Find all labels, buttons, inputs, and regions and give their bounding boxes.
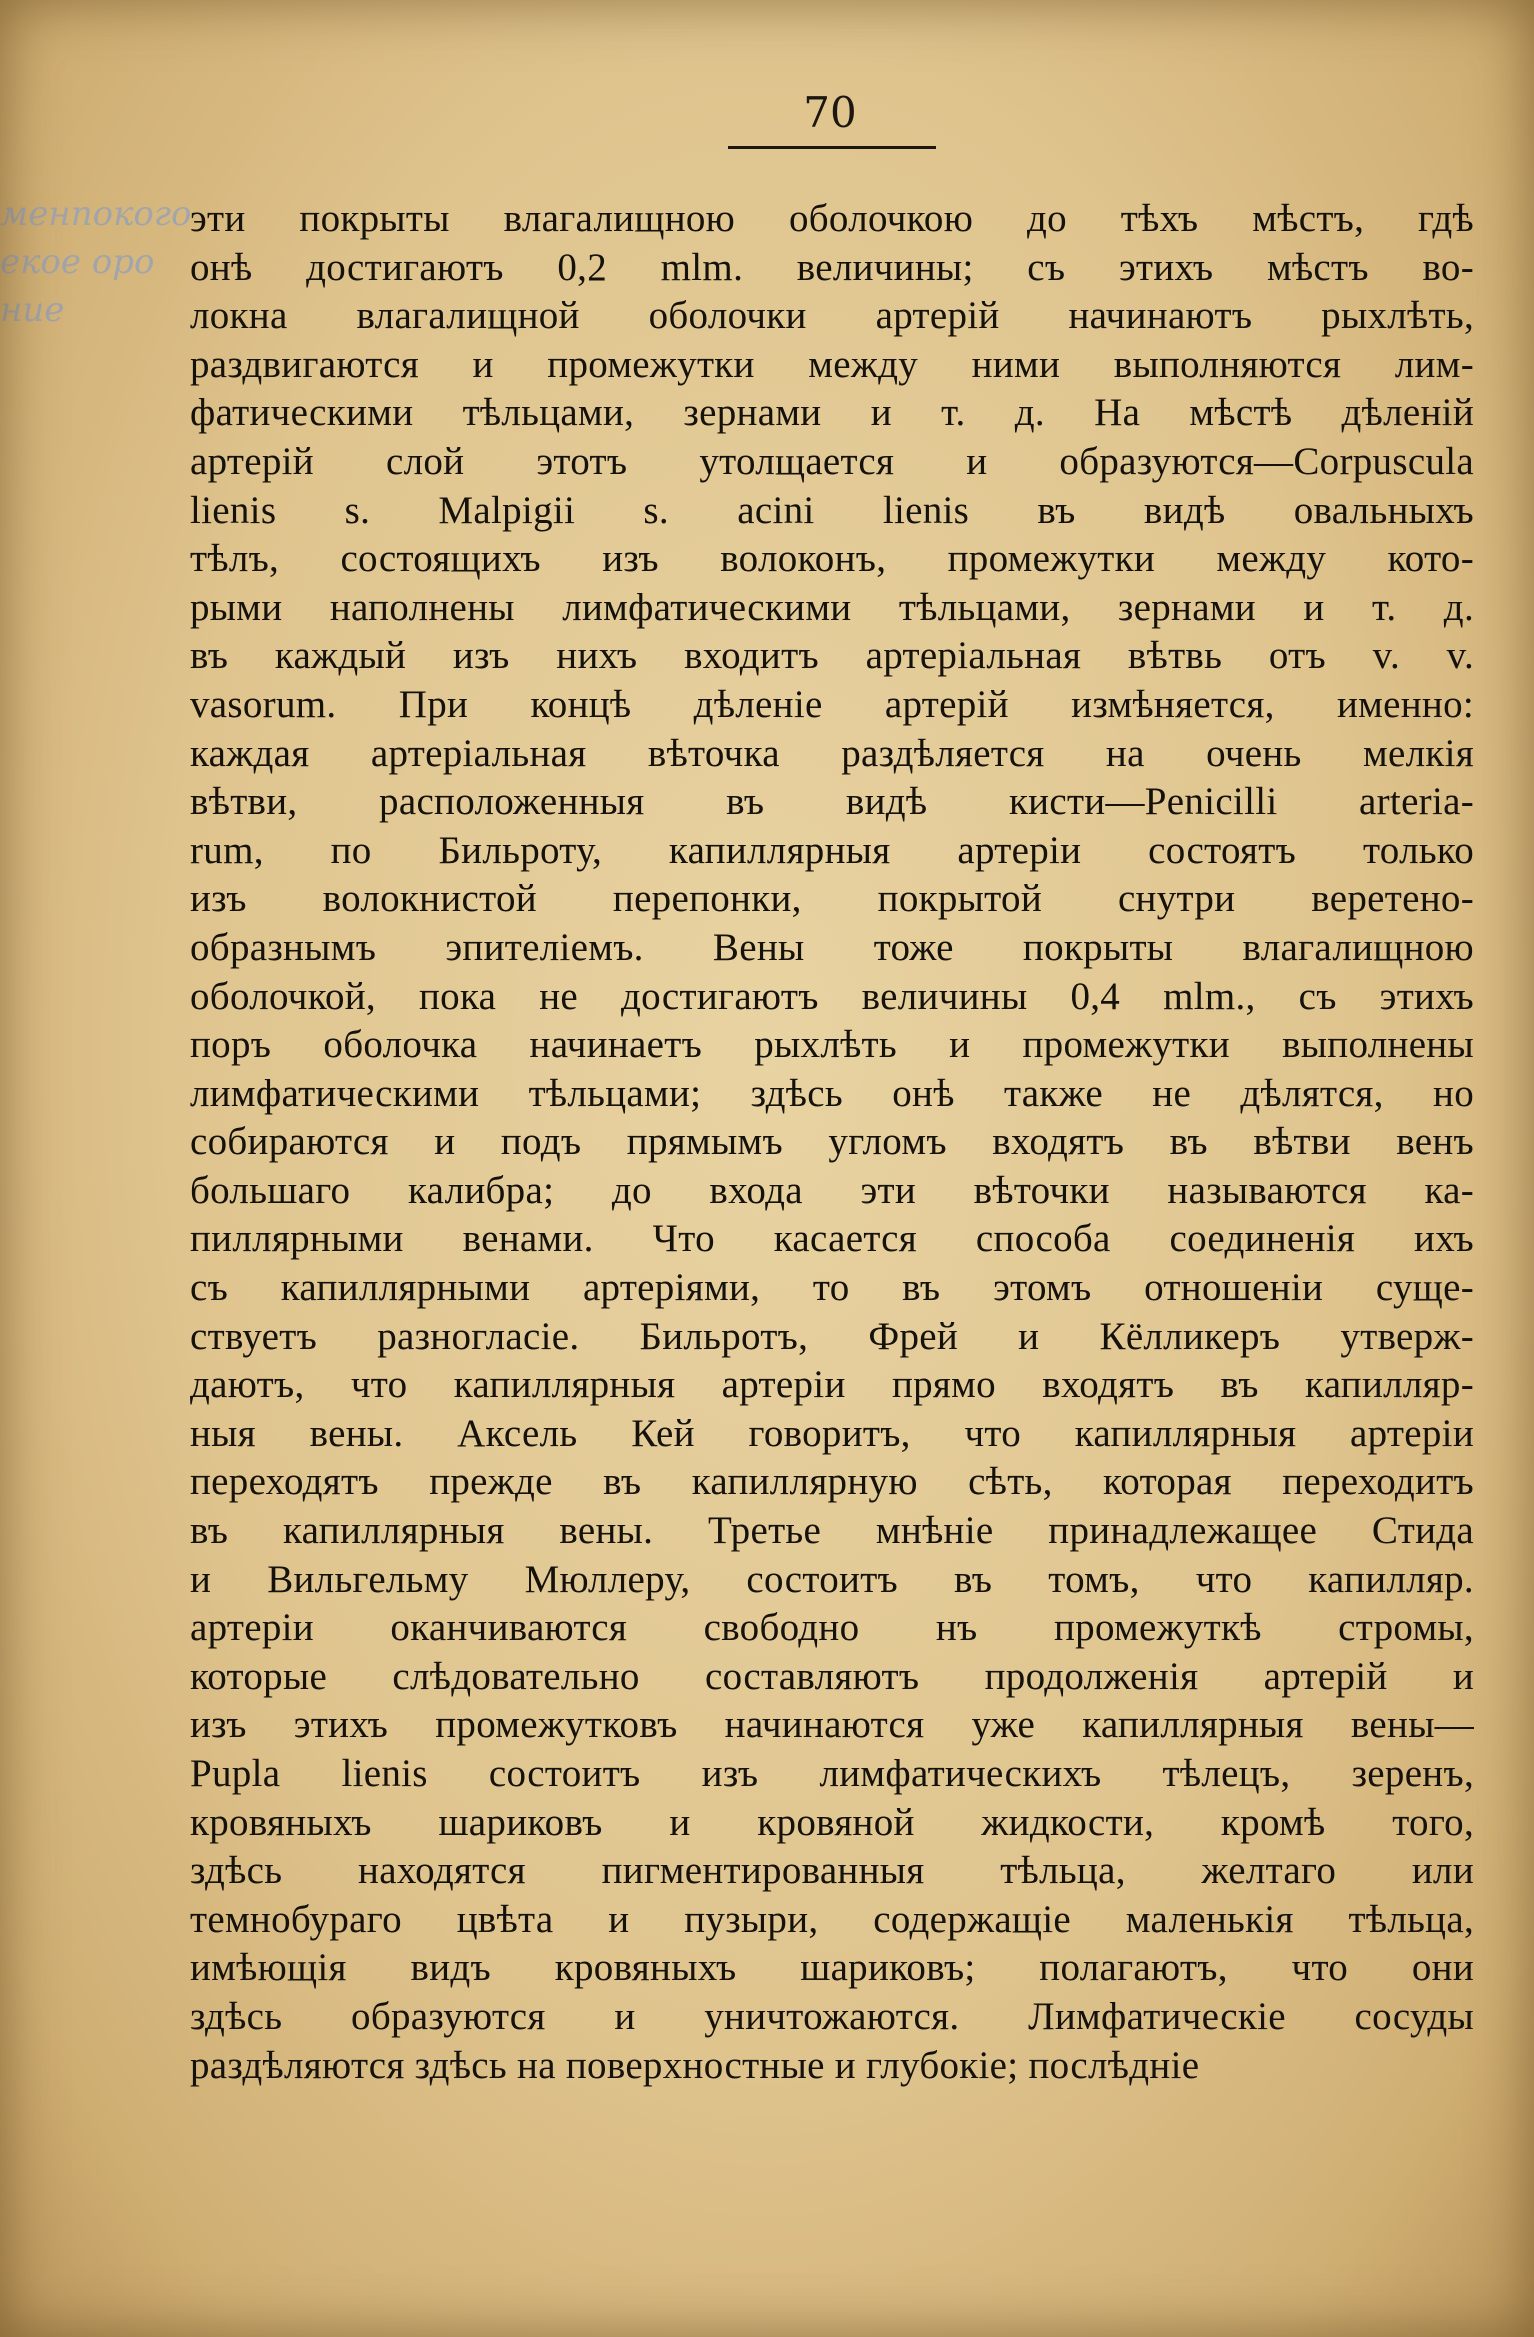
- text-line: фатическими тѣльцами, зернами и т. д. На мѣстѣ дѣленій: [190, 391, 1474, 435]
- text-line: Pupla lienis состоитъ изъ лимфатическихъ тѣлецъ, зеренъ,: [190, 1752, 1474, 1795]
- text-line: ныя вены. Аксель Кей говоритъ, что капиллярныя артеріи: [190, 1411, 1474, 1455]
- text-line: здѣсь образуются и уничтожаются. Лимфатическіе сосуды: [190, 1994, 1474, 2038]
- text-line: здѣсь находятся пигментированныя тѣльца, желтаго или: [190, 1849, 1474, 1893]
- text-line: переходятъ прежде въ капиллярную сѣть, которая переходитъ: [190, 1460, 1474, 1504]
- text-line: каждая артеріальная вѣточка раздѣляется на очень мелкія: [190, 731, 1474, 775]
- text-line: изъ волокнистой перепонки, покрытой снутри веретено-: [190, 877, 1474, 921]
- text-line: оболочкой, пока не достигаютъ величины 0,4 mlm., съ этихъ: [190, 974, 1474, 1018]
- text-line: артерій слой этотъ утолщается и образуются—Corpuscula: [190, 439, 1474, 483]
- text-line: кровяныхъ шариковъ и кровяной жидкости, кромѣ того,: [190, 1800, 1474, 1844]
- text-line: локна влагалищной оболочки артерій начинаютъ рыхлѣть,: [190, 294, 1474, 338]
- text-line: въ капиллярныя вены. Третье мнѣніе принадлежащее Стида: [190, 1509, 1474, 1553]
- handwritten-margin-note: менпокого екое оро ние: [0, 194, 192, 330]
- text-line: vasorum. При концѣ дѣленіе артерій измѣняется, именно:: [190, 682, 1474, 726]
- text-line: большаго калибра; до входа эти вѣточки называются ка-: [190, 1168, 1474, 1212]
- text-line: lienis s. Malpigii s. acini lienis въ видѣ овальныхъ: [190, 488, 1474, 532]
- page-number: 70: [803, 88, 857, 137]
- text-line: въ каждый изъ нихъ входитъ артеріальная вѣтвь отъ v. v.: [190, 634, 1474, 678]
- text-line: съ капиллярными артеріями, то въ этомъ отношеніи суще-: [190, 1266, 1474, 1310]
- text-line: артеріи оканчиваются свободно нъ промежуткѣ стромы,: [190, 1606, 1474, 1650]
- text-line: тѣлъ, состоящихъ изъ волоконъ, промежутки между кото-: [190, 537, 1474, 581]
- text-line: образнымъ эпителіемъ. Вены тоже покрыты влагалищною: [190, 925, 1474, 969]
- text-line: лимфатическими тѣльцами; здѣсь онѣ также не дѣлятся, но: [190, 1071, 1474, 1115]
- text-line: rum, по Бильроту, капиллярныя артеріи состоятъ только: [190, 828, 1474, 872]
- text-line: раздвигаются и промежутки между ними выполняются лим-: [190, 342, 1474, 386]
- text-line: пиллярными венами. Что касается способа соединенія ихъ: [190, 1217, 1474, 1261]
- text-line: рыми наполнены лимфатическими тѣльцами, зернами и т. д.: [190, 585, 1474, 629]
- header-rule: [728, 146, 936, 149]
- text-line: темнобураго цвѣта и пузыри, содержащіе маленькія тѣльца,: [190, 1897, 1474, 1941]
- text-line: которые слѣдовательно составляютъ продолженія артерій и: [190, 1654, 1474, 1698]
- text-line: вѣтви, расположенныя въ видѣ кисти—Penicilli arteria-: [190, 780, 1474, 824]
- text-line: поръ оболочка начинаетъ рыхлѣть и промежутки выполнены: [190, 1023, 1474, 1067]
- text-line: собираются и подъ прямымъ угломъ входятъ въ вѣтви венъ: [190, 1120, 1474, 1164]
- text-line: эти покрыты влагалищною оболочкою до тѣхъ мѣстъ, гдѣ: [190, 197, 1474, 240]
- text-line: раздѣляются здѣсь на поверхностные и глубокіе; послѣдніе: [190, 2043, 1200, 2087]
- text-line: онѣ достигаютъ 0,2 mlm. величины; съ этихъ мѣстъ во-: [190, 245, 1474, 289]
- text-line: имѣющія видъ кровяныхъ шариковъ; полагаютъ, что они: [190, 1946, 1474, 1990]
- text-line: и Вильгельму Мюллеру, состоитъ въ томъ, что капилляр.: [190, 1557, 1474, 1601]
- text-line: ствуетъ разногласіе. Бильротъ, Фрей и Кёлликеръ утверж-: [190, 1314, 1474, 1358]
- body-text: [190, 195, 1474, 2090]
- text-line: даютъ, что капиллярныя артеріи прямо входятъ въ капилляр-: [190, 1363, 1474, 1407]
- text-line: изъ этихъ промежутковъ начинаются уже капиллярныя вены—: [190, 1703, 1474, 1747]
